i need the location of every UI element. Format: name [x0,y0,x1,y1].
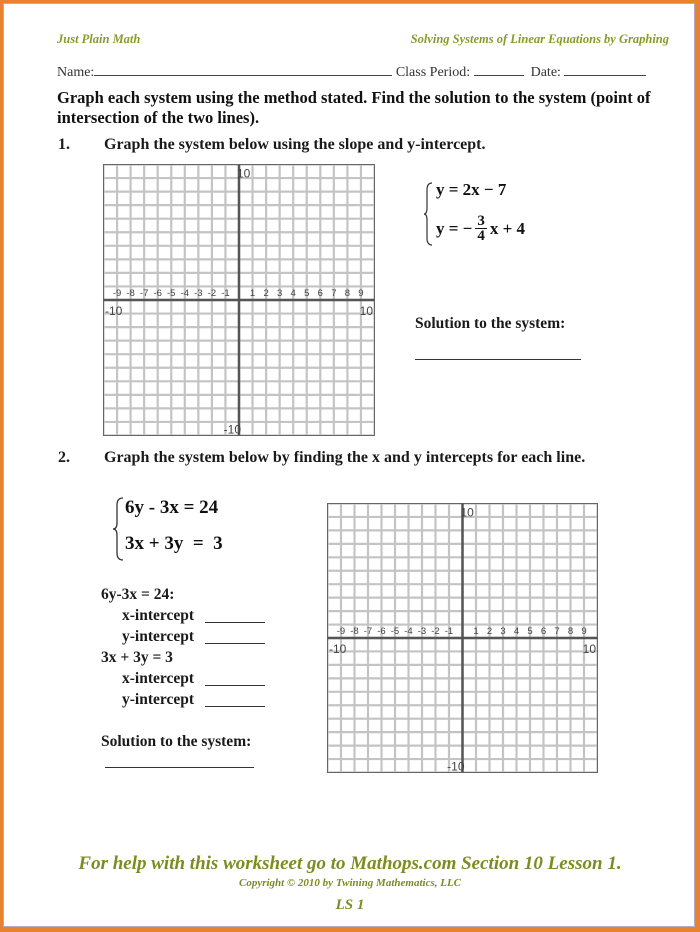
name-field[interactable] [94,63,392,76]
x-tick-label: 6 [540,626,547,637]
x-tick-label: -2 [431,626,440,637]
x-tick-label: -5 [390,626,400,637]
part-1-label: 6y-3x = 24: [101,586,175,603]
footer-copyright: Copyright © 2010 by Twining Mathematics, LLC [238,877,462,889]
x-tick-label: 2 [263,288,269,299]
x-tick-label: 1 [249,288,256,299]
name-label: Name: [57,65,95,80]
x-tick-label: -3 [194,288,203,299]
x-tick-label: -9 [336,626,346,637]
problem-1-prompt: Graph the system below using the slope and y-intercept. [104,136,486,153]
x-tick-label: -6 [377,626,386,637]
coordinate-grid-1[interactable] [103,164,375,436]
fraction [475,214,487,243]
header-left: Just Plain Math [57,32,141,46]
x-tick-label: 5 [527,626,533,637]
part-2-x-intercept-label: x-intercept [122,670,195,687]
x-axis-min-label: -10 [329,642,347,656]
problem-2-prompt: Graph the system below by finding the x and y intercepts for each line. [104,449,586,466]
x-tick-label: -6 [153,288,162,299]
instructions-line-1: Graph each system using the method stated. Find the solution to the system (point of [57,88,651,107]
x-tick-label: 3 [500,626,506,637]
class-period-field[interactable] [474,63,524,76]
instructions-line-2: intersection of the two lines). [57,108,260,127]
date-label: Date: [530,65,561,80]
part-2-y-intercept-label: y-intercept [122,691,195,708]
x-tick-label: 8 [344,288,351,299]
x-tick-label: 1 [473,626,479,637]
name-row [57,63,646,81]
part-1-x-intercept-label: x-intercept [122,607,195,624]
x-tick-label: -1 [444,626,454,637]
equation-2-prefix: y = − [436,218,473,238]
fraction-denominator: 4 [477,228,485,244]
x-tick-label: 5 [304,288,310,299]
x-tick-label: 3 [277,288,283,299]
part-2-label: 3x + 3y = 3 [101,649,173,666]
x-tick-label: -4 [404,626,413,637]
instructions [57,88,682,128]
part-1-y-intercept-label: y-intercept [122,628,195,645]
part-2-y-intercept-field[interactable] [205,706,265,707]
x-tick-label: 9 [358,288,364,299]
equation-1: 6y - 3x = 24 [125,497,219,518]
x-axis-max-label: 10 [359,304,373,318]
left-brace-icon [113,497,125,561]
x-tick-label: -7 [139,288,149,299]
x-tick-label: 4 [290,288,296,299]
part-1-y-intercept-field[interactable] [205,643,265,644]
x-tick-label: 9 [581,626,587,637]
x-tick-label: 7 [554,626,560,637]
x-tick-label: 4 [513,626,520,637]
x-tick-label: -5 [167,288,176,299]
problem-1-solution-label: Solution to the system: [415,315,566,332]
x-tick-label: -3 [417,626,427,637]
problem-1-solution-field[interactable] [415,359,581,360]
class-period-label: Class Period: [395,65,471,80]
equation-2 [436,214,525,243]
x-tick-label: -2 [207,288,217,299]
coordinate-grid-2[interactable] [327,503,598,773]
problem-2-solution-field[interactable] [105,767,254,768]
part-2-x-intercept-field[interactable] [205,685,265,686]
x-axis-max-label: 10 [582,642,596,656]
part-1-x-intercept-field[interactable] [205,622,265,623]
equation-1: y = 2x − 7 [436,180,507,199]
x-tick-label: -1 [221,288,230,299]
y-axis-min-label: -10 [223,422,241,436]
x-axis-min-label: -10 [105,304,123,318]
y-axis-max-label: 10 [237,166,251,181]
left-brace-icon [424,182,434,246]
equation-2: 3x + 3y = 3 [125,533,223,554]
equation-2-suffix: x + 4 [489,218,526,238]
x-tick-label: 6 [317,288,323,299]
x-tick-label: -8 [126,288,135,299]
date-field[interactable] [564,63,646,76]
problem-2-solution-label: Solution to the system: [101,733,252,750]
problem-1-number: 1. [58,136,70,153]
x-tick-label: -9 [112,288,122,299]
x-tick-label: 8 [567,626,574,637]
footer-code: LS 1 [335,897,365,913]
x-tick-label: 7 [331,288,337,299]
y-axis-max-label: 10 [460,505,474,520]
x-tick-label: -7 [363,626,373,637]
footer-help-text: For help with this worksheet go to Mathops.com Section 10 Lesson 1. [78,853,622,874]
x-tick-label: -4 [180,288,190,299]
y-axis-min-label: -10 [447,759,465,773]
x-tick-label: 2 [486,626,493,637]
header-right: Solving Systems of Linear Equations by Graphing [410,32,669,46]
fraction-numerator: 3 [477,213,485,229]
problem-2-number: 2. [58,449,70,466]
x-tick-label: -8 [350,626,359,637]
